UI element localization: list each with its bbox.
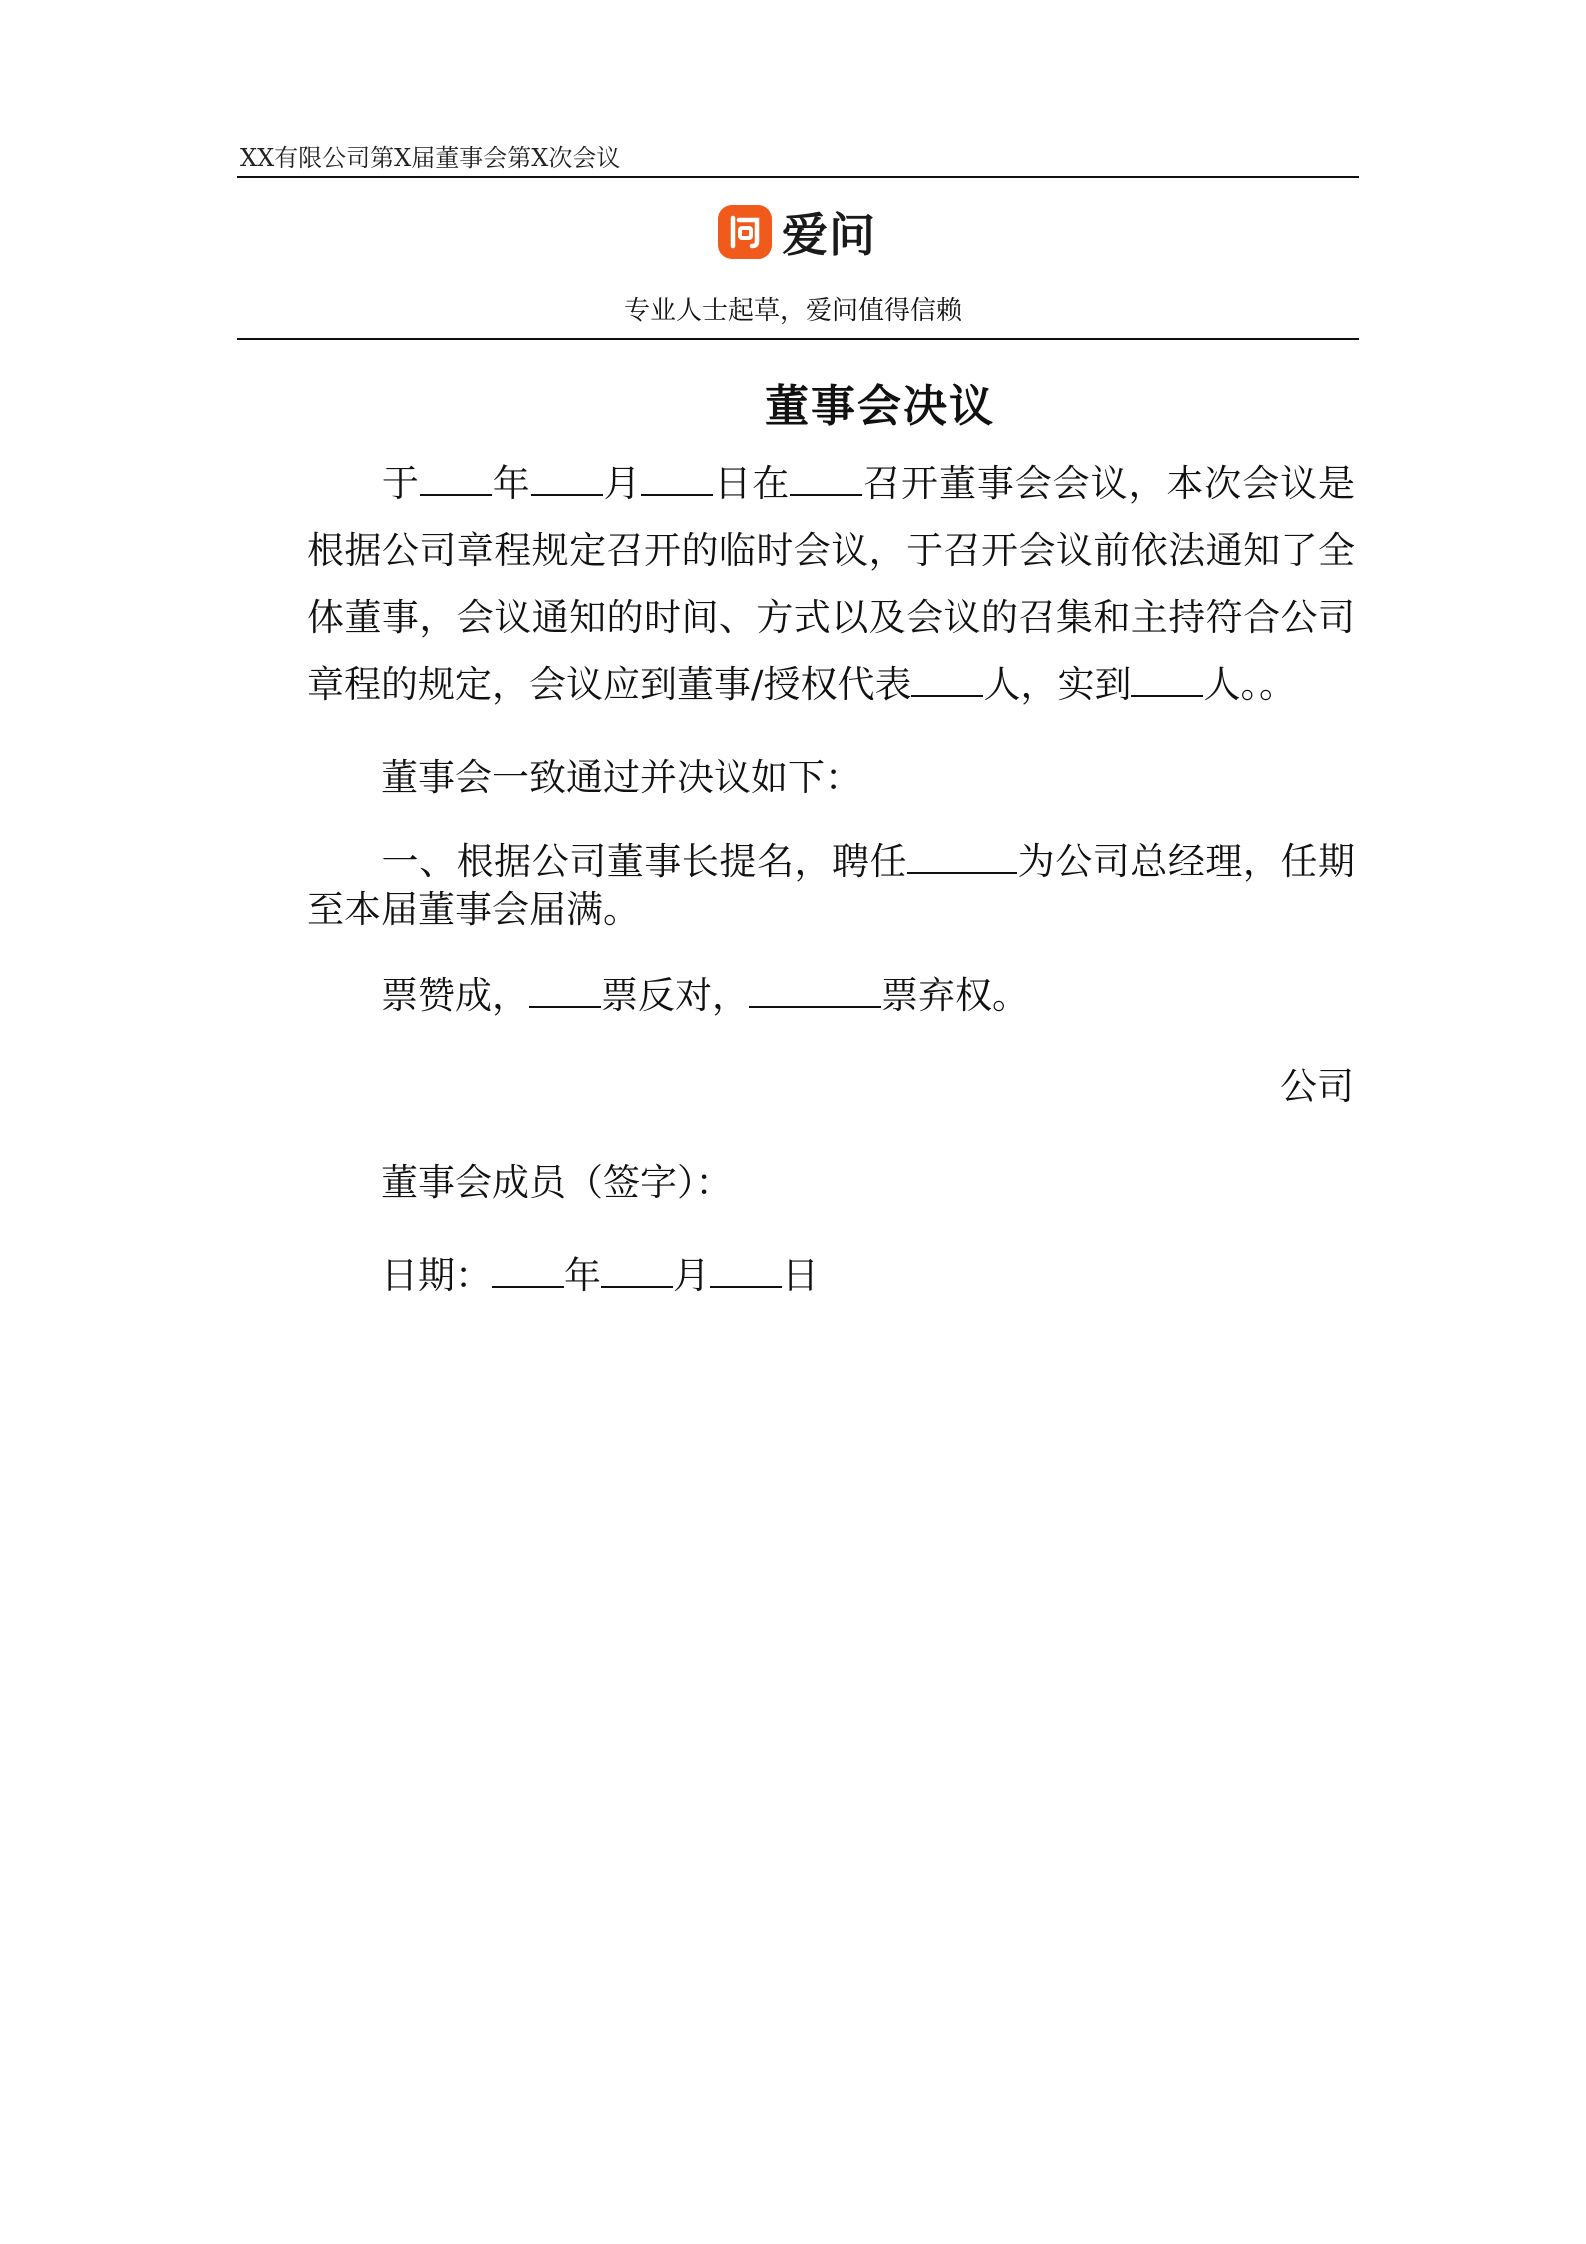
blank-day[interactable] xyxy=(641,464,713,496)
blank-expected-count[interactable] xyxy=(911,665,983,697)
company-signoff: 公司 xyxy=(1280,1065,1354,1108)
brand-logo-icon xyxy=(718,205,772,259)
blank-date-month[interactable] xyxy=(601,1256,673,1288)
blank-month[interactable] xyxy=(531,464,603,496)
brand-name: 爱问 xyxy=(782,208,876,262)
brand-tagline: 专业人士起草，爱问值得信赖 xyxy=(623,296,962,326)
resolution-intro: 董事会一致通过并决议如下： xyxy=(381,756,862,799)
date-line: 日期： 年 月 日 xyxy=(381,1254,819,1297)
blank-date-year[interactable] xyxy=(492,1256,564,1288)
header-divider xyxy=(237,176,1359,178)
document-title: 董事会决议 xyxy=(765,381,995,432)
blank-location[interactable] xyxy=(790,464,862,496)
blank-actual-count[interactable] xyxy=(1131,665,1203,697)
blank-date-day[interactable] xyxy=(710,1256,782,1288)
signature-line: 董事会成员（签字）： xyxy=(381,1161,733,1204)
blank-year[interactable] xyxy=(420,464,492,496)
meeting-paragraph: 于 年 月 日在 召开董事会会议，本次会议是根据公司章程规定召开的临时会议，于召开会议前依法通知了全体董事，会议通知的时间、方式以及会议的召集和主持符合公司章程的规定，会议应到董事/授权代表 人，实到 人。。 xyxy=(307,462,1356,706)
blank-manager-name[interactable] xyxy=(907,842,1017,874)
brand-logo xyxy=(718,200,876,264)
running-header: XX有限公司第X届董事会第X次会议 xyxy=(240,144,621,172)
vote-line: 票赞成， 票反对， 票弃权。 xyxy=(381,974,1029,1017)
resolution-item-1: 一、根据公司董事长提名，聘任 为公司总经理，任期至本届董事会届满。 xyxy=(307,840,1355,931)
brand-divider xyxy=(237,338,1359,340)
blank-votes-against[interactable] xyxy=(529,976,601,1008)
blank-votes-abstain[interactable] xyxy=(749,976,881,1008)
